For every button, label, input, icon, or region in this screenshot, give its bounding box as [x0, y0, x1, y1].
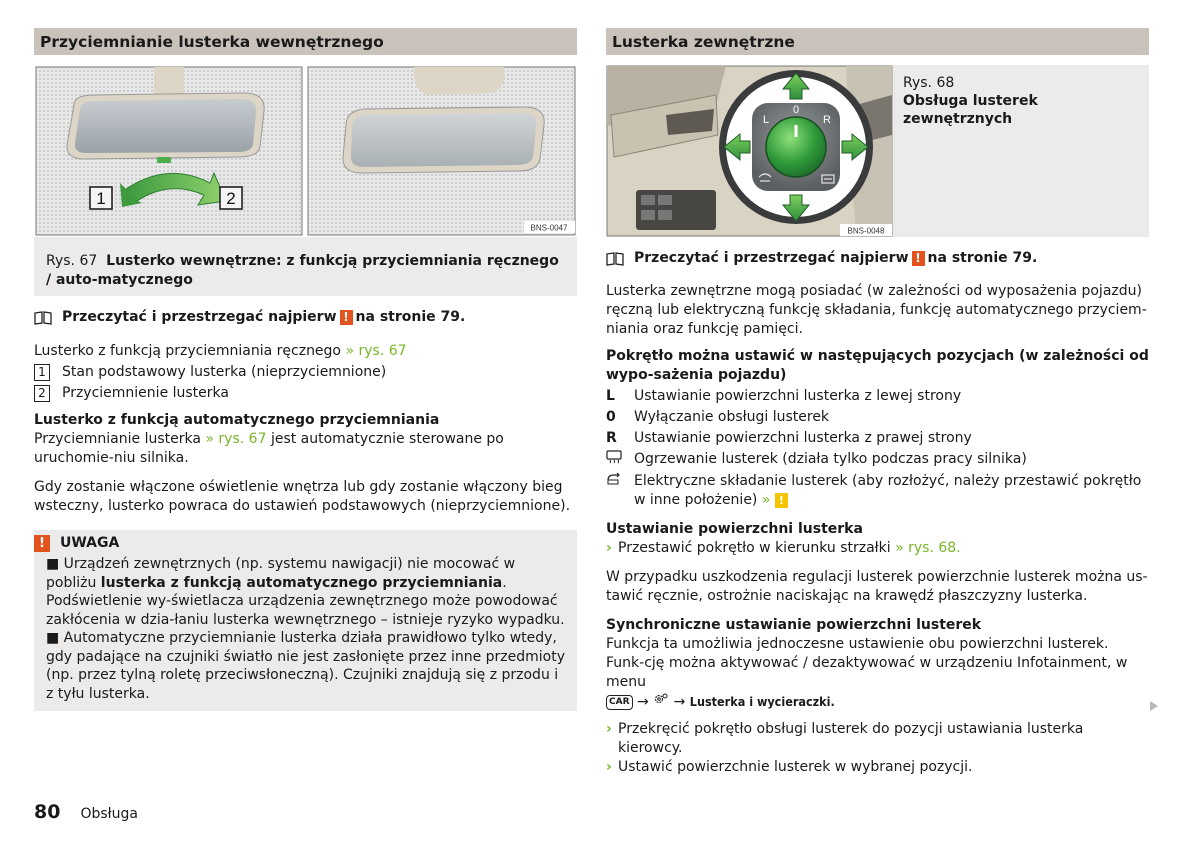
- figure-link[interactable]: » rys. 67: [345, 343, 407, 359]
- item-number: 1: [34, 364, 50, 381]
- figure-title: Lusterko wewnętrzne: z funkcją przyciemniania ręcznego / auto-matycznego: [46, 253, 559, 288]
- mirror-heating-icon: [606, 450, 634, 470]
- sync-text: Funkcja ta umożliwia jednoczesne ustawienie obu powierzchni lusterek. Funk-cję można aktywować / dezaktywować w urządzeniu Infotainment, w menu: [606, 636, 1128, 690]
- page-footer: [34, 803, 138, 824]
- figure-caption: [34, 243, 577, 296]
- warning-header: [34, 530, 577, 555]
- step-text: Ustawić powierzchnie lusterek w wybranej pozycji.: [618, 759, 973, 775]
- car-button-icon: CAR: [606, 695, 633, 710]
- rear-view-mirror-illustration: [34, 65, 577, 237]
- list-item: [34, 384, 577, 403]
- read-note-text: Przeczytać i przestrzegać najpierw: [62, 309, 337, 325]
- positions-block: [606, 347, 1149, 510]
- warning-bullet-1-bold: lusterka z funkcją automatycznego przyciemniania: [100, 574, 503, 591]
- callout-1: 1: [96, 189, 106, 208]
- position-text: Ogrzewanie lusterek (działa tylko podczas pracy silnika): [634, 451, 1027, 467]
- warning-box: [34, 530, 577, 711]
- figure-link[interactable]: » rys. 67: [205, 431, 267, 447]
- list-item: [606, 408, 1149, 427]
- warning-bullet-1: ■ Urządzeń zewnętrznych (np. systemu nawigacji) nie mocować w pobliżu: [46, 556, 516, 591]
- figure-code: BNS-0048: [847, 226, 885, 236]
- step-chevron-icon: ›: [606, 721, 612, 737]
- book-icon: [606, 252, 624, 266]
- auto-dimming-heading: Lusterko z funkcją automatycznego przyciemniania: [34, 412, 440, 428]
- instruction-step: [606, 720, 1149, 758]
- menu-arrow: →: [673, 694, 686, 710]
- warning-text: [34, 555, 577, 703]
- figure-68: [606, 65, 1149, 237]
- section-title: Lusterka zewnętrzne: [606, 28, 1149, 55]
- auto-dimming-block: [34, 411, 577, 468]
- book-icon: [34, 311, 52, 325]
- section-title: Przyciemnianie lusterka wewnętrznego: [34, 28, 577, 55]
- manual-dimming-heading: Lusterko z funkcją przyciemniania ręcznego: [34, 343, 342, 359]
- figure-title: Obsługa lusterek zewnętrznych: [903, 93, 1038, 127]
- step-text: Przekręcić pokrętło obsługi lusterek do pozycji ustawiania lusterka kierowcy.: [618, 721, 1084, 756]
- right-column: [606, 28, 1149, 777]
- manual-dimming-block: [34, 342, 577, 403]
- position-text: Ustawianie powierzchni lusterka z lewej strony: [634, 388, 962, 404]
- knob-label-0: 0: [792, 104, 800, 116]
- figure-link[interactable]: » rys. 68.: [895, 540, 961, 556]
- menu-path: [606, 692, 1149, 712]
- list-item: [606, 387, 1149, 406]
- warning-icon: !: [912, 251, 925, 266]
- item-text: Przyciemnienie lusterka: [62, 385, 229, 401]
- list-item: [606, 450, 1149, 470]
- position-symbol: 0: [606, 409, 616, 425]
- step-chevron-icon: ›: [606, 759, 612, 775]
- warning-icon: !: [34, 535, 50, 552]
- menu-arrow: →: [636, 694, 649, 710]
- auto-text-cont: jest automatycznie sterowane po uruchomie-niu silnika.: [34, 431, 504, 466]
- step-chevron-icon: ›: [606, 540, 612, 556]
- warning-bullet-1-cont: . Podświetlenie wy-świetlacza urządzenia zewnętrznego może powodować zakłócenia w dzia-łaniu lusterka wewnętrznego – istnieje ryzyko wypadku.: [46, 574, 565, 628]
- sync-block: [606, 616, 1149, 777]
- mirror-fold-icon: [606, 472, 634, 510]
- figure-67: [34, 65, 577, 296]
- damage-paragraph: W przypadku uszkodzenia regulacji lusterek powierzchnie lusterek można us-tawić ręcznie, ostrożnie naciskając na krawędź płaszczyzny lusterka.: [606, 569, 1148, 604]
- position-text: Elektryczne składanie lusterek (aby rozłożyć, należy przestawić pokrętło w inne położenie): [634, 473, 1142, 508]
- instruction-step: [606, 758, 1149, 777]
- read-note-page-ref[interactable]: na stronie 79.: [927, 250, 1038, 266]
- settings-gear-icon: [653, 692, 669, 712]
- warning-title: UWAGA: [60, 535, 120, 551]
- intro-paragraph: Lusterka zewnętrzne mogą posiadać (w zależności od wyposażenia pojazdu) ręczną lub elektryczną funkcję składania, funkcję automatycznego przyciem-niania oraz funkcję pamięci.: [606, 283, 1147, 337]
- read-first-note: [606, 249, 1149, 268]
- positions-heading: Pokrętło można ustawić w następujących pozycjach (w zależności od wypo-sażenia pojazdu): [606, 348, 1149, 383]
- warning-icon: !: [340, 310, 353, 325]
- footer-section: Obsługa: [80, 806, 138, 822]
- callout-2: 2: [226, 189, 236, 208]
- item-text: Stan podstawowy lusterka (nieprzyciemnione): [62, 364, 387, 380]
- item-number: 2: [34, 385, 50, 402]
- continue-arrow-icon: [1150, 701, 1158, 711]
- figure-caption: [893, 65, 1149, 237]
- caution-icon: !: [775, 493, 788, 508]
- step-text: Przestawić pokrętło w kierunku strzałki: [618, 540, 891, 556]
- position-text: Wyłączanie obsługi lusterek: [634, 409, 830, 425]
- warning-link[interactable]: »: [761, 492, 771, 508]
- auto-text: Przyciemnianie lusterka: [34, 431, 201, 447]
- sync-heading: Synchroniczne ustawianie powierzchni lusterek: [606, 617, 982, 633]
- position-symbol: L: [606, 388, 615, 404]
- figure-code: BNS-0047: [530, 223, 568, 233]
- read-first-note: [34, 308, 577, 327]
- warning-bullet-2: ■ Automatyczne przyciemnianie lusterka działa prawidłowo tylko wtedy, gdy padające na czujniki światło nie jest zasłonięte przez inne przedmioty (np. przez tylną roletę przeciwsłoneczną). Czujniki znajdują się z przodu i z tyłu lusterka.: [46, 630, 566, 702]
- position-text: Ustawianie powierzchni lusterka z prawej strony: [634, 430, 972, 446]
- read-note-text: Przeczytać i przestrzegać najpierw: [634, 250, 909, 266]
- instruction-step: [606, 539, 1149, 558]
- page-number: 80: [34, 801, 61, 823]
- adjust-heading: Ustawianie powierzchni lusterka: [606, 521, 863, 537]
- figure-number: Rys. 67: [46, 253, 98, 269]
- position-symbol: R: [606, 430, 617, 446]
- reset-paragraph: Gdy zostanie włączone oświetlenie wnętrza lub gdy zostanie włączony bieg wsteczny, lusterko powraca do ustawień podstawowych (nieprzyciemnione).: [34, 479, 571, 514]
- knob-label-r: R: [823, 114, 831, 126]
- list-item: [606, 429, 1149, 448]
- figure-number: Rys. 68: [903, 75, 955, 91]
- list-item: [34, 363, 577, 382]
- mirror-control-knob-illustration: [606, 65, 893, 237]
- read-note-page-ref[interactable]: na stronie 79.: [355, 309, 466, 325]
- knob-label-l: L: [762, 114, 770, 126]
- left-column: [34, 28, 577, 711]
- adjust-block: [606, 520, 1149, 558]
- menu-item-mirrors-wipers: Lusterka i wycieraczki.: [689, 694, 835, 709]
- list-item: [606, 472, 1149, 510]
